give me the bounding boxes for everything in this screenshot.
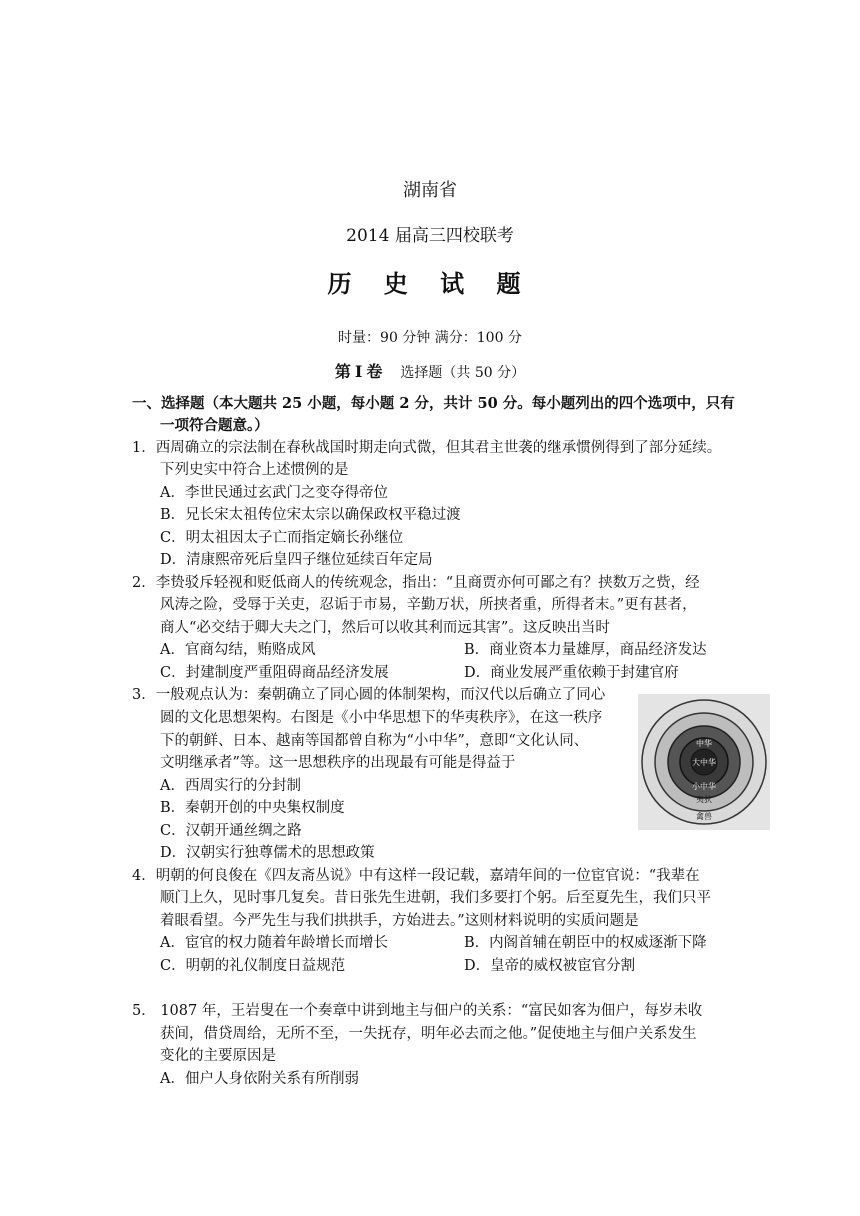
q3-option-c: C．汉朝开通丝绸之路 bbox=[160, 823, 302, 839]
q1-option-b: B．兄长宋太祖传位宋太宗以确保政权平稳过渡 bbox=[160, 507, 461, 523]
q2-option-b: B．商业资本力量雄厚，商品经济发达 bbox=[464, 642, 707, 658]
q2-stem-line-1: 2．李贽驳斥轻视和贬低商人的传统观念，指出：“且商贾亦何可鄙之有？挟数万之赀，经 bbox=[132, 575, 700, 591]
q4-stem-line-1: 4．明朝的何良俊在《四友斋丛说》中有这样一段记载，嘉靖年间的一位宦官说：“我辈在 bbox=[132, 868, 700, 884]
q1-stem-line-1: 1．西周确立的宗法制在春秋战国时期走向式微，但其君主世袭的继承惯例得到了部分延续。 bbox=[132, 440, 722, 456]
ring-label-3: 小中华 bbox=[692, 782, 716, 791]
exam-title: 2014 届高三四校联考 bbox=[346, 226, 514, 246]
q4-option-b: B．内阁首辅在朝臣中的权威逐渐下降 bbox=[464, 935, 707, 951]
part-heading bbox=[0, 359, 860, 382]
q3-option-b: B．秦朝开创的中央集权制度 bbox=[160, 800, 345, 816]
q4-option-a: A．宦官的权力随着年龄增长而增长 bbox=[160, 935, 388, 951]
q5-stem-line-3: 变化的主要原因是 bbox=[160, 1048, 276, 1064]
q3-stem-line-4: 文明继承者”等。这一思想秩序的出现最有可能是得益于 bbox=[160, 755, 516, 771]
exam-meta: 时量：90 分钟 满分：100 分 bbox=[338, 330, 522, 346]
q2-option-d: D．商业发展严重依赖于封建官府 bbox=[464, 665, 679, 681]
q4-stem-line-2: 顺门上久，见时事几复矣。昔日张先生进朝，我们多要打个躬。后至夏先生，我们只平 bbox=[160, 890, 711, 906]
q2-option-a: A．官商勾结，贿赂成风 bbox=[160, 642, 316, 658]
q1-stem-line-2: 下列史实中符合上述惯例的是 bbox=[160, 462, 349, 478]
ring-label-2: 大中华 bbox=[692, 758, 716, 767]
part-label: 第Ⅰ卷 bbox=[334, 362, 387, 381]
q4-option-c: C．明朝的礼仪制度日益规范 bbox=[160, 958, 346, 974]
q5-option-a: A．佃户人身依附关系有所削弱 bbox=[160, 1071, 359, 1087]
q5-stem-line-2: 获间，借贷周给，无所不至，一失抚存，明年必去而之他。”促使地主与佃户关系发生 bbox=[160, 1026, 697, 1042]
q5-stem-line-1: 5． 1087 年，王岩叟在一个奏章中讲到地主与佃户的关系：“富民如客为佃户，每岁未收 bbox=[132, 1003, 703, 1019]
concentric-order-figure bbox=[638, 694, 770, 830]
q4-option-d: D．皇帝的威权被宦官分割 bbox=[464, 958, 636, 974]
q2-stem-line-3: 商人“必交结于卿大夫之门，然后可以收其利而远其害”。这反映出当时 bbox=[160, 620, 610, 636]
q3-option-a: A．西周实行的分封制 bbox=[160, 778, 301, 794]
ring-label-5: 禽兽 bbox=[696, 812, 712, 821]
q3-stem-line-2: 圆的文化思想架构。右图是《小中华思想下的华夷秩序》，在这一秩序 bbox=[160, 710, 603, 726]
ring-label-4: 夷狄 bbox=[696, 795, 712, 804]
q1-option-a: A．李世民通过玄武门之变夺得帝位 bbox=[160, 485, 388, 501]
q3-stem-line-3: 下的朝鲜、日本、越南等国都曾自称为“小中华”，意即“文化认同、 bbox=[160, 733, 589, 749]
province-title: 湖南省 bbox=[403, 180, 457, 201]
q2-option-c: C．封建制度严重阻碍商品经济发展 bbox=[160, 665, 389, 681]
q1-option-d: D．清康熙帝死后皇四子继位延续百年定局 bbox=[160, 552, 433, 568]
q3-option-d: D．汉朝实行独尊儒术的思想政策 bbox=[160, 845, 375, 861]
q2-stem-line-2: 风涛之险，受辱于关吏，忍诟于市易，辛勤万状，所挟者重，所得者末。”更有甚者， bbox=[160, 597, 697, 613]
part-desc: 选择题（共 50 分） bbox=[400, 365, 526, 381]
concentric-circles-diagram bbox=[638, 694, 770, 830]
q4-stem-line-3: 着眼看望。今严先生与我们拱拱手，方始进去。”这则材料说明的实质问题是 bbox=[160, 913, 639, 929]
q3-stem-line-1: 3．一般观点认为：秦朝确立了同心圆的体制架构，而汉代以后确立了同心 bbox=[132, 687, 606, 703]
ring-label-1: 中华 bbox=[696, 739, 712, 748]
q1-option-c: C．明太祖因太子亡而指定嫡长孙继位 bbox=[160, 530, 404, 546]
section-heading-line-1: 一、选择题（本大题共 25 小题，每小题 2 分，共计 50 分。每小题列出的四个选项中，只有 bbox=[132, 395, 735, 412]
subject-title: 历 史 试 题 bbox=[327, 269, 533, 298]
section-heading-line-2: 一项符合题意。） bbox=[160, 417, 269, 434]
